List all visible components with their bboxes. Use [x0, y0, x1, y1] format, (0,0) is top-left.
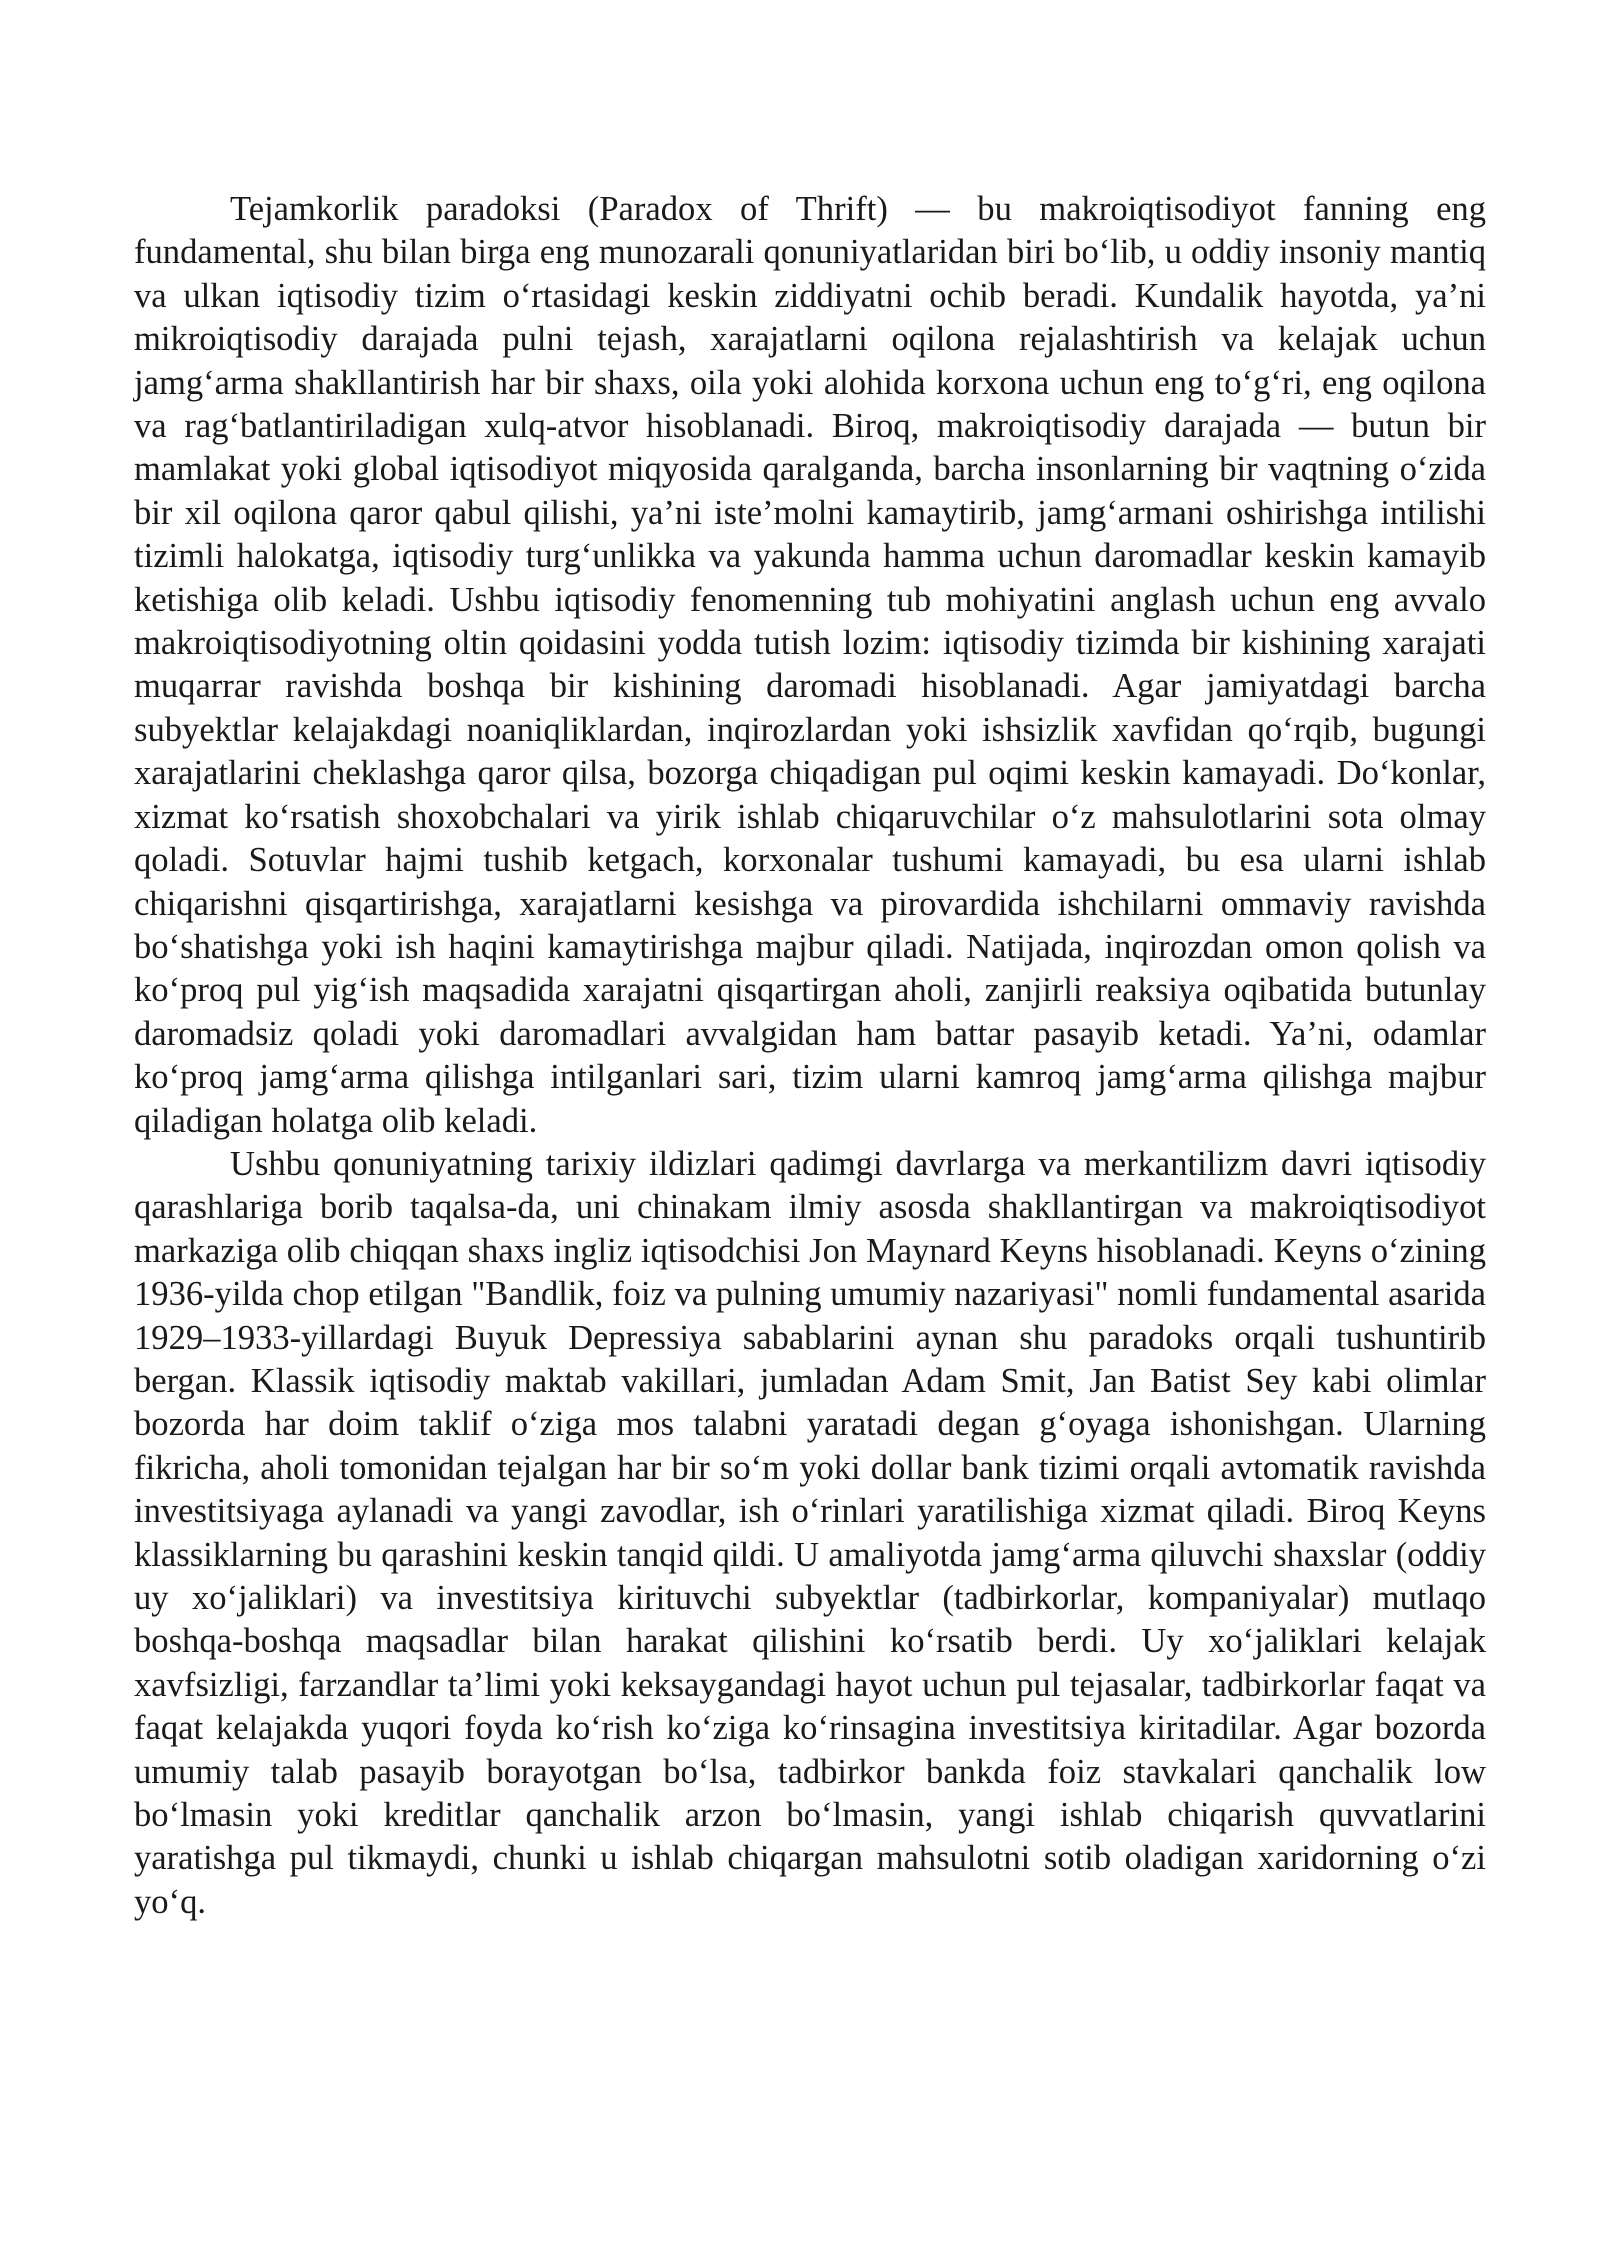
paragraph-1: Tejamkorlik paradoksi (Paradox of Thrift) — bu makroiqtisodiyot fanning eng fundamental, shu bilan birga eng munozarali qonuniyatlaridan biri bo‘lib, u oddiy insoniy mantiq va ulkan iqtisodiy tizim o‘rtasidagi keskin ziddiyatni ochib beradi. Kundalik hayotda, ya’ni mikroiqtisodiy darajada pulni tejash, xarajatlarni oqilona rejalashtirish va kelajak uchun jamg‘arma shakllantirish har bir shaxs, oila yoki alohida korxona uchun eng to‘g‘ri, eng oqilona va rag‘batlantiriladigan xulq-atvor hisoblanadi. Biroq, makroiqtisodiy darajada — butun bir mamlakat yoki global iqtisodiyot miqyosida qaralganda, barcha insonlarning bir vaqtning o‘zida bir xil oqilona qaror qabul qilishi, ya’ni iste’molni kamaytirib, jamg‘armani oshirishga intilishi tizimli halokatga, iqtisodiy turg‘unlikka va yakunda hamma uchun daromadlar keskin kamayib ketishiga olib keladi. Ushbu iqtisodiy fenomenning tub mohiyatini anglash uchun eng avvalo makroiqtisodiyotning oltin qoidasini yodda tutish lozim: iqtisodiy tizimda bir kishining xarajati muqarrar ravishda boshqa bir kishining daromadi hisoblanadi. Agar jamiyatdagi barcha subyektlar kelajakdagi noaniqliklardan, inqirozlardan yoki ishsizlik xavfidan qo‘rqib, bugungi xarajatlarini cheklashga qaror qilsa, bozorga chiqadigan pul oqimi keskin kamayadi. Do‘konlar, xizmat ko‘rsatish shoxobchalari va yirik ishlab chiqaruvchilar o‘z mahsulotlarini sota olmay qoladi. Sotuvlar hajmi tushib ketgach, korxonalar tushumi kamayadi, bu esa ularni ishlab chiqarishni qisqartirishga, xarajatlarni kesishga va pirovardida ishchilarni ommaviy ravishda bo‘shatishga yoki ish haqini kamaytirishga majbur qiladi. Natijada, inqirozdan omon qolish va ko‘proq pul yig‘ish maqsadida xarajatni qisqartirgan aholi, zanjirli reaksiya oqibatida butunlay daromadsiz qoladi yoki daromadlari avvalgidan ham battar pasayib ketadi. Ya’ni, odamlar ko‘proq jamg‘arma qilishga intilganlari sari, tizim ularni kamroq jamg‘arma qilishga majbur qiladigan holatga olib keladi. — [134, 190, 1486, 1140]
document-body — [134, 188, 1486, 1924]
paragraph-2: Ushbu qonuniyatning tarixiy ildizlari qadimgi davrlarga va merkantilizm davri iqtisodiy qarashlariga borib taqalsa-da, uni chinakam ilmiy asosda shakllantirgan va makroiqtisodiyot markaziga olib chiqqan shaxs ingliz iqtisodchisi Jon Maynard Keyns hisoblanadi. Keyns o‘zining 1936-yilda chop etilgan "Bandlik, foiz va pulning umumiy nazariyasi" nomli fundamental asarida 1929–1933-yillardagi Buyuk Depressiya sabablarini aynan shu paradoks orqali tushuntirib bergan. Klassik iqtisodiy maktab vakillari, jumladan Adam Smit, Jan Batist Sey kabi olimlar bozorda har doim taklif o‘ziga mos talabni yaratadi degan g‘oyaga ishonishgan. Ularning fikricha, aholi tomonidan tejalgan har bir so‘m yoki dollar bank tizimi orqali avtomatik ravishda investitsiyaga aylanadi va yangi zavodlar, ish o‘rinlari yaratilishiga xizmat qiladi. Biroq Keyns klassiklarning bu qarashini keskin tanqid qildi. U amaliyotda jamg‘arma qiluvchi shaxslar (oddiy uy xo‘jaliklari) va investitsiya kirituvchi subyektlar (tadbirkorlar, kompaniyalar) mutlaqo boshqa-boshqa maqsadlar bilan harakat qilishini ko‘rsatib berdi. Uy xo‘jaliklari kelajak xavfsizligi, farzandlar ta’limi yoki keksaygandagi hayot uchun pul tejasalar, tadbirkorlar faqat va faqat kelajakda yuqori foyda ko‘rish ko‘ziga ko‘rinsagina investitsiya kiritadilar. Agar bozorda umumiy talab pasayib borayotgan bo‘lsa, tadbirkor bankda foiz stavkalari qanchalik low bo‘lmasin yoki kreditlar qanchalik arzon bo‘lmasin, yangi ishlab chiqarish quvvatlarini yaratishga pul tikmaydi, chunki u ishlab chiqargan mahsulotni sotib oladigan xaridorning o‘zi yo‘q. — [134, 1144, 1486, 1921]
